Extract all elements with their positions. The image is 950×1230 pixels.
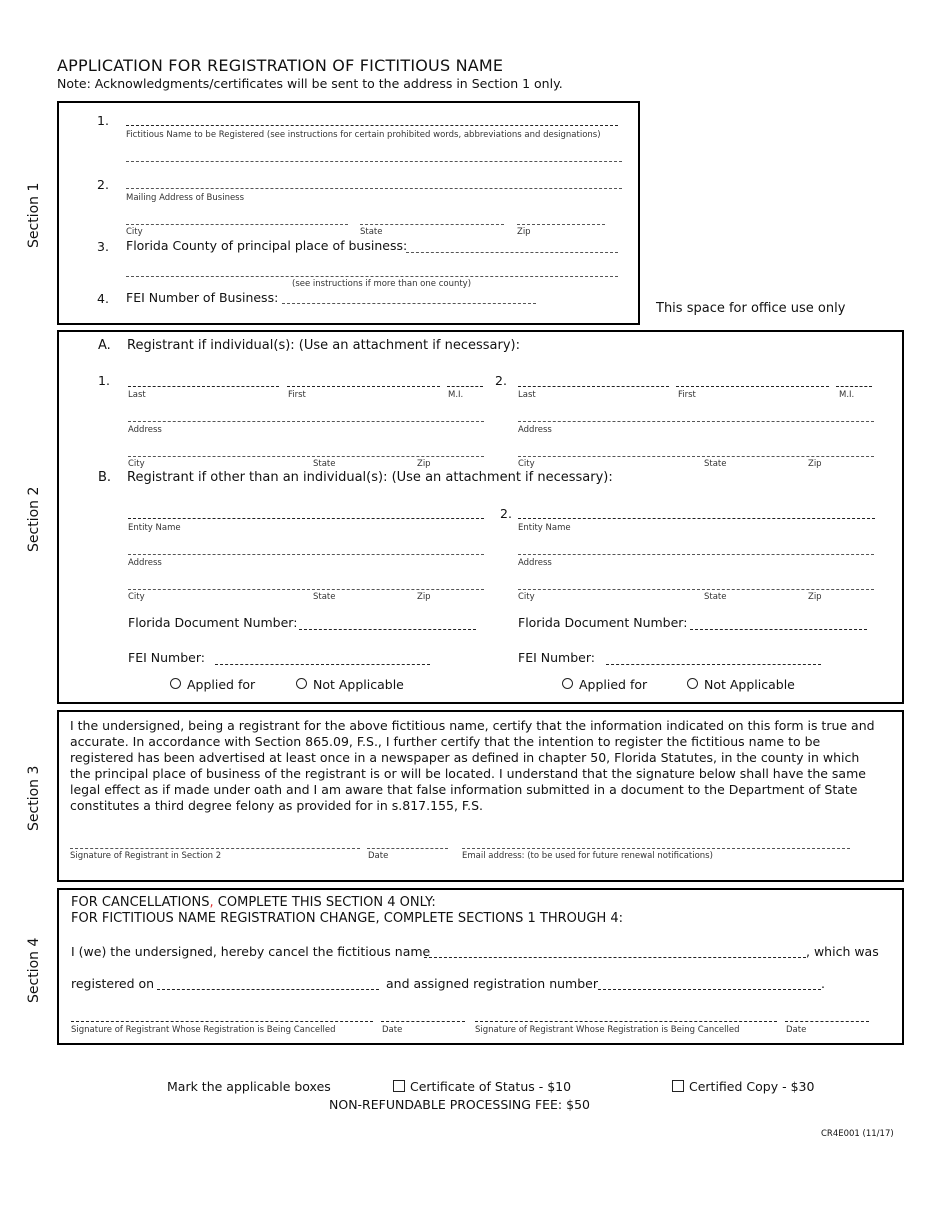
section-3-label: Section 3 [26,765,42,831]
city-state-zip-field-1[interactable] [128,456,484,457]
state-caption: State [704,592,727,602]
zip-caption: Zip [417,592,431,602]
mailing-address-field[interactable] [126,188,622,189]
which-was-text: , which was [806,944,879,959]
address-caption: Address [518,425,552,435]
entity-address-field-2[interactable] [518,554,874,555]
not-applicable-option-1[interactable] [296,677,404,692]
cancellation-heading-comma: , [209,895,214,910]
city-caption: City [128,459,145,469]
entity-name-caption: Entity Name [128,523,181,533]
section-1-label: Section 1 [26,182,42,248]
florida-doc-number-field-1[interactable] [299,629,476,630]
cancel-signature-field-2[interactable] [475,1021,777,1022]
cancellation-heading [71,895,436,910]
city-field[interactable] [126,224,348,225]
fei-number-field-2[interactable] [606,664,821,665]
date-field[interactable] [367,848,448,849]
mi-field-1[interactable] [447,386,483,387]
address-caption: Address [128,425,162,435]
state-caption: State [313,592,336,602]
cancellation-heading-b: COMPLETE THIS SECTION 4 ONLY: [213,895,436,910]
section-4-label: Section 4 [26,937,42,1003]
email-field[interactable] [462,848,850,849]
change-heading: FOR FICTITIOUS NAME REGISTRATION CHANGE, COMPLETE SECTIONS 1 THROUGH 4: [71,911,624,926]
mark-boxes-label: Mark the applicable boxes [167,1079,331,1094]
radio-icon[interactable] [296,678,307,689]
county-caption: (see instructions if more than one county) [292,279,472,289]
certified-copy-option[interactable] [672,1079,814,1094]
entity-name-field-1[interactable] [128,518,484,519]
first-caption: First [288,390,306,400]
assigned-number-text: and assigned registration number [386,976,598,991]
certification-text: I the undersigned, being a registrant for the above fictitious name, certify that the information indicated on this form is true and accurate. In accordance with Section 865.09, F.S., I further certify that the intention to register the fictitious name to be registered has been advertised at least once in a newspaper as defined in chapter 50, Florida Statutes, in the county in which the principal place of business of the registrant is or will be located. I understand that the signature below shall have the same legal effect as if made under oath and I am aware that false information submitted in a document to the Department of State constitutes a third degree felony as provided for in s.817.155, F.S. [70,718,875,813]
radio-icon[interactable] [687,678,698,689]
item-number: 2. [97,177,109,192]
applied-for-option-1[interactable] [170,677,255,692]
cancel-date-caption: Date [786,1025,807,1035]
city-caption: City [518,459,535,469]
cancel-signature-field-1[interactable] [71,1021,373,1022]
section-2a-label: Registrant if individual(s): (Use an attachment if necessary): [127,338,520,353]
cancel-date-field-2[interactable] [785,1021,869,1022]
checkbox-icon[interactable] [393,1080,405,1092]
florida-doc-number-label: Florida Document Number: [128,615,298,630]
address-caption: Address [518,558,552,568]
form-code: CR4E001 (11/17) [821,1129,894,1139]
state-field[interactable] [360,224,504,225]
entity-name-caption: Entity Name [518,523,571,533]
header-note: Note: Acknowledgments/certificates will be sent to the address in Section 1 only. [57,76,563,91]
state-caption: State [704,459,727,469]
last-caption: Last [128,390,146,400]
cancel-date-caption: Date [382,1025,403,1035]
fei-number-label: FEI Number: [518,650,595,665]
section-2b-letter: B. [98,470,112,485]
office-use-note: This space for office use only [656,301,846,316]
first-name-field-1[interactable] [287,386,440,387]
page-title: APPLICATION FOR REGISTRATION OF FICTITIOUS NAME [57,56,504,75]
signature-field[interactable] [70,848,360,849]
fei-business-label: FEI Number of Business: [126,290,279,305]
mi-field-2[interactable] [836,386,872,387]
checkbox-icon[interactable] [672,1080,684,1092]
processing-fee: NON-REFUNDABLE PROCESSING FEE: $50 [329,1097,590,1112]
state-caption: State [360,227,383,237]
registered-on-text: registered on [71,976,155,991]
not-applicable-option-2[interactable] [687,677,795,692]
section-2-label: Section 2 [26,486,42,552]
entity-city-state-zip-field-1[interactable] [128,589,484,590]
city-state-zip-field-2[interactable] [518,456,874,457]
certified-copy-label: Certified Copy - $30 [689,1079,815,1094]
address-caption: Address [128,558,162,568]
fictitious-name-caption: Fictitious Name to be Registered (see instructions for certain prohibited words, abbreviations and designations) [126,130,601,140]
period-text: . [821,976,825,991]
county-field[interactable] [406,252,618,253]
county-label: Florida County of principal place of business: [126,238,408,253]
signature-caption: Signature of Registrant in Section 2 [70,851,222,861]
entity-city-state-zip-field-2[interactable] [518,589,874,590]
last-name-field-1[interactable] [128,386,279,387]
section-2a-letter: A. [98,338,111,353]
zip-caption: Zip [417,459,431,469]
zip-caption: Zip [808,459,822,469]
last-caption: Last [518,390,536,400]
state-caption: State [313,459,336,469]
zip-field[interactable] [517,224,605,225]
email-caption: Email address: (to be used for future renewal notifications) [462,851,713,861]
address-field-2[interactable] [518,421,874,422]
fei-number-label: FEI Number: [128,650,205,665]
first-caption: First [678,390,696,400]
address-field-1[interactable] [128,421,484,422]
applied-for-label: Applied for [187,677,256,692]
cancellation-heading-a: FOR CANCELLATIONS [71,895,210,910]
zip-caption: Zip [808,592,822,602]
city-caption: City [126,227,143,237]
florida-doc-number-label: Florida Document Number: [518,615,688,630]
applied-for-label: Applied for [579,677,648,692]
item-number: 1. [97,113,109,128]
county-field-line-2[interactable] [126,276,618,277]
mi-caption: M.I. [448,390,464,400]
city-caption: City [128,592,145,602]
radio-icon[interactable] [562,678,573,689]
fei-number-field-1[interactable] [215,664,430,665]
item-number: 2. [500,506,512,521]
cancel-signature-caption: Signature of Registrant Whose Registration is Being Cancelled [71,1025,336,1035]
registered-on-field[interactable] [157,989,379,990]
item-number: 4. [97,291,109,306]
cancel-name-field[interactable] [424,957,806,958]
city-caption: City [518,592,535,602]
radio-icon[interactable] [170,678,181,689]
not-applicable-label: Not Applicable [704,677,795,692]
item-number: 2. [495,373,507,388]
certificate-of-status-label: Certificate of Status - $10 [410,1079,572,1094]
cancel-date-field-1[interactable] [381,1021,465,1022]
entity-name-field-2[interactable] [518,518,875,519]
item-number: 1. [98,373,110,388]
cancel-text: I (we) the undersigned, hereby cancel the fictitious name [71,944,431,959]
registration-number-field[interactable] [598,989,821,990]
fictitious-name-field[interactable] [126,125,618,126]
fei-business-field[interactable] [282,303,536,304]
not-applicable-label: Not Applicable [313,677,404,692]
fictitious-name-line-2[interactable] [126,161,622,162]
entity-address-field-1[interactable] [128,554,484,555]
section-2b-label: Registrant if other than an individual(s): (Use an attachment if necessary): [127,470,613,485]
date-caption: Date [368,851,389,861]
item-number: 3. [97,239,109,254]
first-name-field-2[interactable] [676,386,829,387]
cancel-signature-caption: Signature of Registrant Whose Registration is Being Cancelled [475,1025,740,1035]
last-name-field-2[interactable] [518,386,669,387]
mailing-address-caption: Mailing Address of Business [126,193,245,203]
applied-for-option-2[interactable] [562,677,647,692]
zip-caption: Zip [517,227,531,237]
certificate-of-status-option[interactable] [393,1079,571,1094]
florida-doc-number-field-2[interactable] [690,629,867,630]
mi-caption: M.I. [839,390,855,400]
